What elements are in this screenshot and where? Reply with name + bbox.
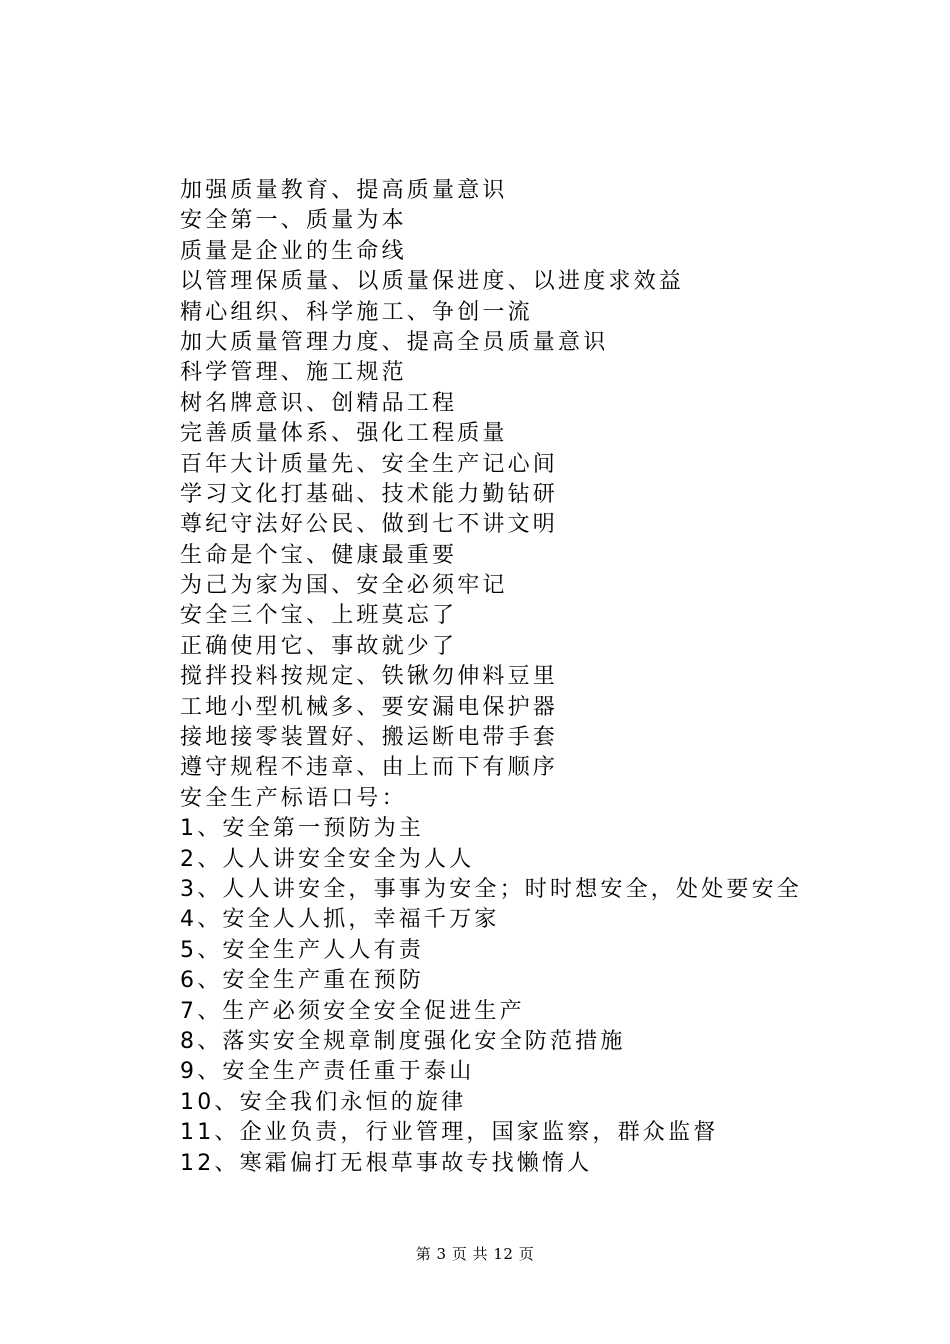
- text-line: 10、安全我们永恒的旋律: [180, 1089, 467, 1115]
- text-line: 6、安全生产重在预防: [180, 968, 424, 994]
- page-footer: 第 3 页 共 12 页: [415, 1245, 535, 1263]
- text-line: 树名牌意识、创精品工程: [180, 390, 458, 416]
- text-line: 遵守规程不违章、由上而下有顺序: [180, 755, 559, 781]
- text-line: 正确使用它、事故就少了: [180, 633, 458, 659]
- text-line: 加强质量教育、提高质量意识: [180, 178, 508, 203]
- text-line: 安全三个宝、上班莫忘了: [180, 603, 458, 629]
- text-line: 8、落实安全规章制度强化安全防范措施: [180, 1028, 626, 1054]
- text-line: 5、安全生产人人有责: [180, 937, 424, 963]
- text-line: 科学管理、施工规范: [180, 360, 407, 386]
- text-line: 7、生产必须安全安全促进生产: [180, 998, 525, 1024]
- text-line: 百年大计质量先、安全生产记心间: [180, 451, 559, 477]
- text-line: 1、安全第一预防为主: [180, 816, 424, 842]
- text-line: 搅拌投料按规定、铁锹勿伸料豆里: [180, 664, 559, 690]
- text-line: 接地接零装置好、搬运断电带手套: [180, 725, 559, 751]
- text-line: 安全第一、质量为本: [180, 208, 407, 234]
- text-line: 学习文化打基础、技术能力勤钻研: [180, 481, 559, 507]
- text-line: 安全生产标语口号：: [180, 785, 407, 811]
- text-line: 9、安全生产责任重于泰山: [180, 1059, 475, 1085]
- text-line: 完善质量体系、强化工程质量: [180, 421, 508, 447]
- text-line: 生命是个宝、健康最重要: [180, 542, 458, 568]
- text-line: 2、人人讲安全安全为人人: [180, 846, 475, 872]
- text-line: 4、安全人人抓，幸福千万家: [180, 907, 500, 933]
- text-line: 3、人人讲安全，事事为安全；时时想安全，处处要安全: [180, 876, 802, 902]
- slogan-list: [180, 176, 880, 1179]
- text-line: 为己为家为国、安全必须牢记: [180, 573, 508, 599]
- text-line: 精心组织、科学施工、争创一流: [180, 299, 533, 325]
- text-line: 尊纪守法好公民、做到七不讲文明: [180, 512, 559, 538]
- text-line: 工地小型机械多、要安漏电保护器: [180, 694, 559, 720]
- text-line: 11、企业负责，行业管理，国家监察，群众监督: [180, 1120, 719, 1146]
- text-line: 质量是企业的生命线: [180, 238, 407, 264]
- text-line: 12、寒霜偏打无根草事故专找懒惰人: [180, 1150, 593, 1176]
- text-line: 加大质量管理力度、提高全员质量意识: [180, 329, 609, 355]
- text-line: 以管理保质量、以质量保进度、以进度求效益: [180, 269, 685, 295]
